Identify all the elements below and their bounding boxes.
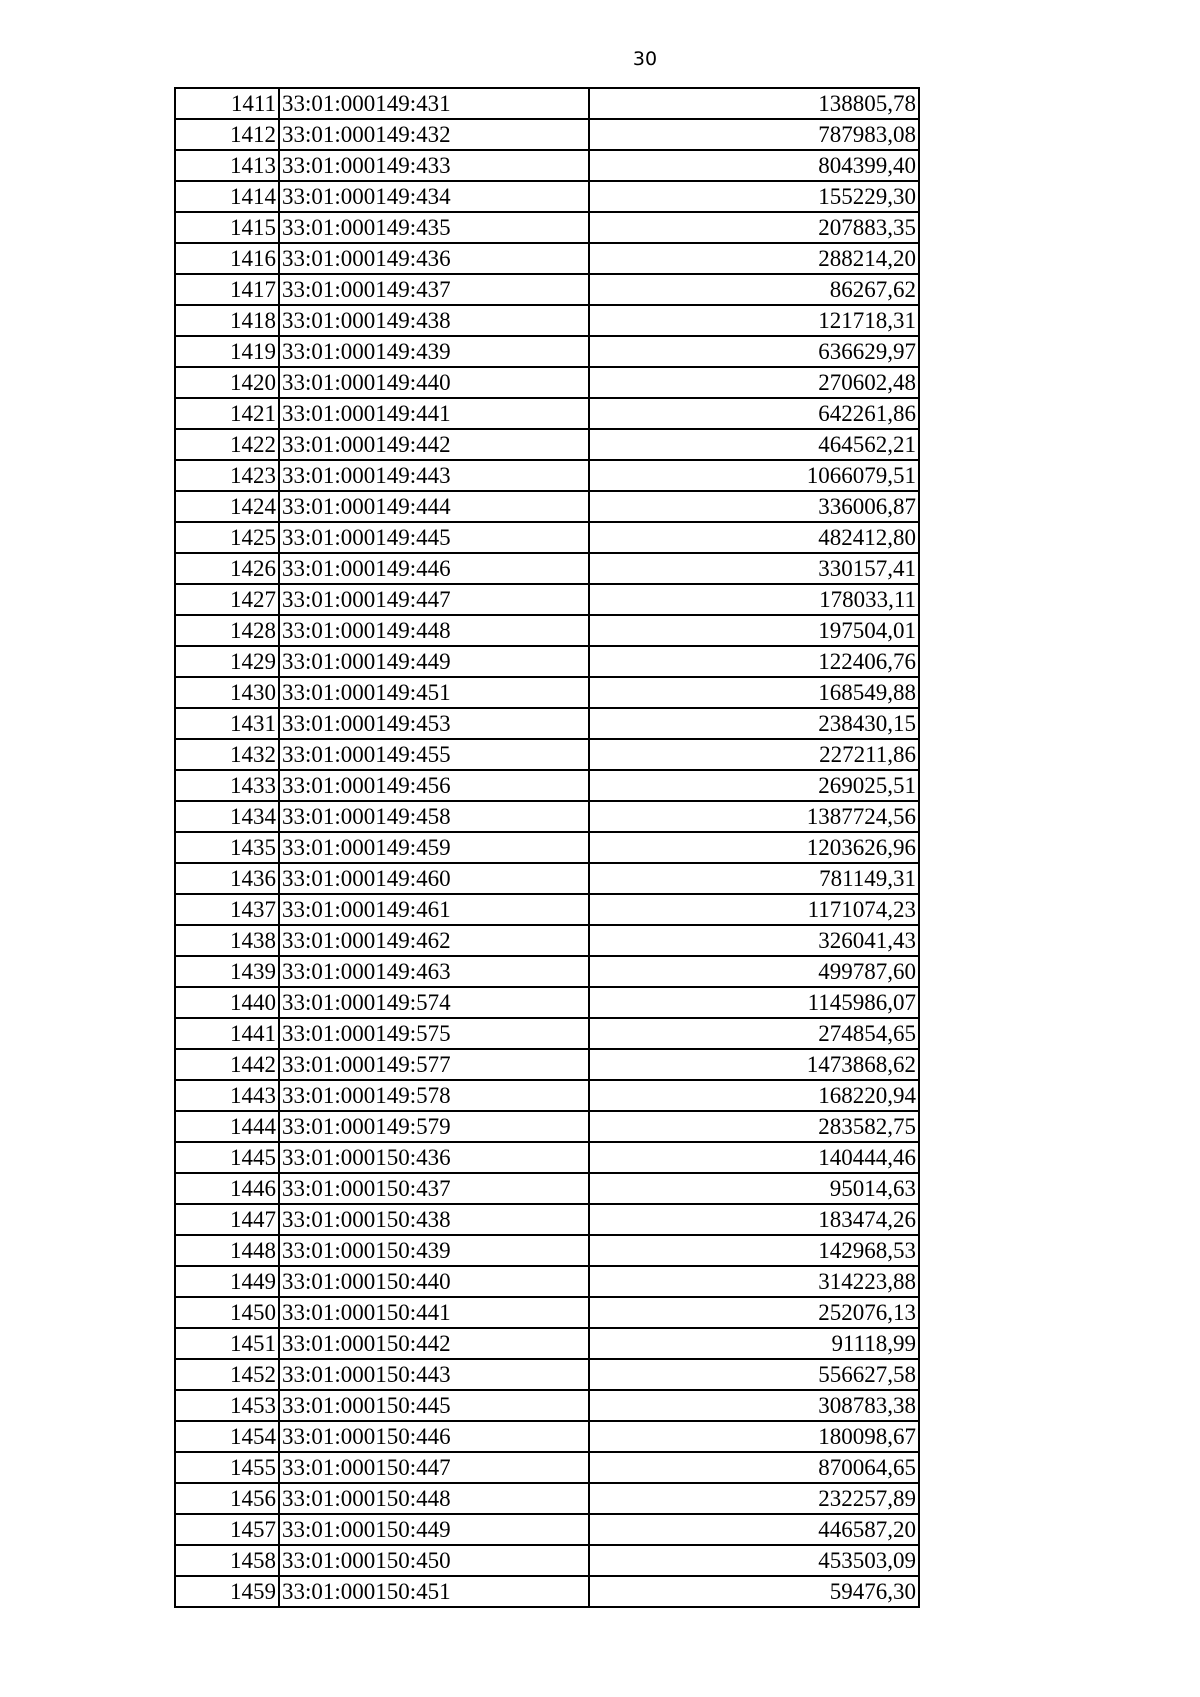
table-row	[175, 429, 919, 460]
cadastral-number: 33:01:000149:577	[279, 1049, 589, 1080]
table-row	[175, 305, 919, 336]
row-number: 1453	[175, 1390, 279, 1421]
table-row	[175, 119, 919, 150]
cadastral-number: 33:01:000150:441	[279, 1297, 589, 1328]
row-number: 1448	[175, 1235, 279, 1266]
row-number: 1422	[175, 429, 279, 460]
cadastral-number: 33:01:000150:437	[279, 1173, 589, 1204]
table-row	[175, 243, 919, 274]
table-row	[175, 1297, 919, 1328]
cadastral-value: 288214,20	[589, 243, 919, 274]
cadastral-number: 33:01:000149:431	[279, 88, 589, 119]
row-number: 1425	[175, 522, 279, 553]
cadastral-value: 95014,63	[589, 1173, 919, 1204]
cadastral-value: 183474,26	[589, 1204, 919, 1235]
cadastral-number: 33:01:000149:438	[279, 305, 589, 336]
table-row	[175, 1235, 919, 1266]
table-row	[175, 708, 919, 739]
cadastral-number: 33:01:000149:578	[279, 1080, 589, 1111]
table-row	[175, 1080, 919, 1111]
cadastral-value: 556627,58	[589, 1359, 919, 1390]
cadastral-value: 86267,62	[589, 274, 919, 305]
table-row	[175, 987, 919, 1018]
cadastral-number: 33:01:000149:455	[279, 739, 589, 770]
row-number: 1443	[175, 1080, 279, 1111]
cadastral-value-table	[174, 87, 920, 1608]
cadastral-number: 33:01:000150:445	[279, 1390, 589, 1421]
table-row	[175, 336, 919, 367]
row-number: 1413	[175, 150, 279, 181]
table-row	[175, 801, 919, 832]
table-row	[175, 584, 919, 615]
table-row	[175, 1514, 919, 1545]
cadastral-number: 33:01:000149:441	[279, 398, 589, 429]
cadastral-value: 155229,30	[589, 181, 919, 212]
row-number: 1442	[175, 1049, 279, 1080]
row-number: 1412	[175, 119, 279, 150]
table-row	[175, 739, 919, 770]
cadastral-number: 33:01:000149:575	[279, 1018, 589, 1049]
cadastral-number: 33:01:000149:437	[279, 274, 589, 305]
cadastral-number: 33:01:000149:447	[279, 584, 589, 615]
row-number: 1420	[175, 367, 279, 398]
cadastral-value: 326041,43	[589, 925, 919, 956]
cadastral-value: 1145986,07	[589, 987, 919, 1018]
cadastral-number: 33:01:000149:458	[279, 801, 589, 832]
row-number: 1451	[175, 1328, 279, 1359]
row-number: 1424	[175, 491, 279, 522]
row-number: 1456	[175, 1483, 279, 1514]
row-number: 1458	[175, 1545, 279, 1576]
cadastral-number: 33:01:000150:439	[279, 1235, 589, 1266]
cadastral-number: 33:01:000149:442	[279, 429, 589, 460]
table-row	[175, 1452, 919, 1483]
row-number: 1427	[175, 584, 279, 615]
cadastral-number: 33:01:000149:445	[279, 522, 589, 553]
cadastral-value: 252076,13	[589, 1297, 919, 1328]
cadastral-number: 33:01:000149:433	[279, 150, 589, 181]
table-row	[175, 1359, 919, 1390]
cadastral-value: 1066079,51	[589, 460, 919, 491]
cadastral-value: 274854,65	[589, 1018, 919, 1049]
cadastral-value: 180098,67	[589, 1421, 919, 1452]
cadastral-value: 121718,31	[589, 305, 919, 336]
table-row	[175, 925, 919, 956]
table-row	[175, 212, 919, 243]
cadastral-number: 33:01:000149:461	[279, 894, 589, 925]
table-row	[175, 367, 919, 398]
row-number: 1454	[175, 1421, 279, 1452]
row-number: 1414	[175, 181, 279, 212]
row-number: 1428	[175, 615, 279, 646]
cadastral-value: 59476,30	[589, 1576, 919, 1607]
row-number: 1418	[175, 305, 279, 336]
cadastral-number: 33:01:000150:443	[279, 1359, 589, 1390]
row-number: 1417	[175, 274, 279, 305]
row-number: 1459	[175, 1576, 279, 1607]
row-number: 1435	[175, 832, 279, 863]
cadastral-number: 33:01:000149:462	[279, 925, 589, 956]
row-number: 1457	[175, 1514, 279, 1545]
row-number: 1416	[175, 243, 279, 274]
cadastral-value: 227211,86	[589, 739, 919, 770]
cadastral-value: 781149,31	[589, 863, 919, 894]
table-row	[175, 894, 919, 925]
cadastral-value: 270602,48	[589, 367, 919, 398]
table-row	[175, 1328, 919, 1359]
cadastral-number: 33:01:000149:436	[279, 243, 589, 274]
row-number: 1440	[175, 987, 279, 1018]
cadastral-number: 33:01:000149:439	[279, 336, 589, 367]
cadastral-value: 91118,99	[589, 1328, 919, 1359]
row-number: 1434	[175, 801, 279, 832]
cadastral-value: 330157,41	[589, 553, 919, 584]
table-row	[175, 1142, 919, 1173]
row-number: 1447	[175, 1204, 279, 1235]
cadastral-value: 1171074,23	[589, 894, 919, 925]
cadastral-value: 804399,40	[589, 150, 919, 181]
cadastral-value: 232257,89	[589, 1483, 919, 1514]
row-number: 1419	[175, 336, 279, 367]
cadastral-number: 33:01:000149:444	[279, 491, 589, 522]
cadastral-value: 178033,11	[589, 584, 919, 615]
cadastral-number: 33:01:000149:456	[279, 770, 589, 801]
cadastral-number: 33:01:000149:449	[279, 646, 589, 677]
row-number: 1415	[175, 212, 279, 243]
cadastral-number: 33:01:000149:574	[279, 987, 589, 1018]
cadastral-number: 33:01:000149:463	[279, 956, 589, 987]
table-row	[175, 181, 919, 212]
cadastral-value: 482412,80	[589, 522, 919, 553]
cadastral-value: 453503,09	[589, 1545, 919, 1576]
cadastral-number: 33:01:000149:459	[279, 832, 589, 863]
table-row	[175, 677, 919, 708]
table-row	[175, 615, 919, 646]
cadastral-value: 122406,76	[589, 646, 919, 677]
row-number: 1445	[175, 1142, 279, 1173]
table-row	[175, 646, 919, 677]
cadastral-number: 33:01:000150:442	[279, 1328, 589, 1359]
cadastral-number: 33:01:000149:448	[279, 615, 589, 646]
table-row	[175, 150, 919, 181]
cadastral-number: 33:01:000149:432	[279, 119, 589, 150]
table-row	[175, 1390, 919, 1421]
row-number: 1452	[175, 1359, 279, 1390]
cadastral-value: 464562,21	[589, 429, 919, 460]
cadastral-number: 33:01:000150:450	[279, 1545, 589, 1576]
cadastral-number: 33:01:000149:451	[279, 677, 589, 708]
table-row	[175, 1421, 919, 1452]
cadastral-value: 207883,35	[589, 212, 919, 243]
table-row	[175, 770, 919, 801]
row-number: 1433	[175, 770, 279, 801]
cadastral-value: 238430,15	[589, 708, 919, 739]
row-number: 1423	[175, 460, 279, 491]
table-row	[175, 553, 919, 584]
cadastral-value: 308783,38	[589, 1390, 919, 1421]
cadastral-number: 33:01:000149:435	[279, 212, 589, 243]
cadastral-value: 446587,20	[589, 1514, 919, 1545]
row-number: 1455	[175, 1452, 279, 1483]
cadastral-value: 636629,97	[589, 336, 919, 367]
row-number: 1431	[175, 708, 279, 739]
cadastral-value: 168220,94	[589, 1080, 919, 1111]
row-number: 1429	[175, 646, 279, 677]
cadastral-value: 197504,01	[589, 615, 919, 646]
cadastral-number: 33:01:000150:447	[279, 1452, 589, 1483]
cadastral-value: 1203626,96	[589, 832, 919, 863]
cadastral-number: 33:01:000150:440	[279, 1266, 589, 1297]
cadastral-value: 168549,88	[589, 677, 919, 708]
row-number: 1437	[175, 894, 279, 925]
table-row	[175, 1483, 919, 1514]
cadastral-value: 314223,88	[589, 1266, 919, 1297]
table-row	[175, 863, 919, 894]
row-number: 1436	[175, 863, 279, 894]
table-row	[175, 398, 919, 429]
row-number: 1411	[175, 88, 279, 119]
cadastral-number: 33:01:000150:438	[279, 1204, 589, 1235]
table-row	[175, 1018, 919, 1049]
row-number: 1441	[175, 1018, 279, 1049]
cadastral-value: 787983,08	[589, 119, 919, 150]
cadastral-value: 138805,78	[589, 88, 919, 119]
cadastral-value: 642261,86	[589, 398, 919, 429]
row-number: 1421	[175, 398, 279, 429]
table-row	[175, 460, 919, 491]
cadastral-number: 33:01:000150:436	[279, 1142, 589, 1173]
table-row	[175, 1576, 919, 1607]
table-row	[175, 1173, 919, 1204]
cadastral-value: 336006,87	[589, 491, 919, 522]
cadastral-number: 33:01:000149:440	[279, 367, 589, 398]
row-number: 1430	[175, 677, 279, 708]
table-row	[175, 274, 919, 305]
cadastral-value: 140444,46	[589, 1142, 919, 1173]
row-number: 1449	[175, 1266, 279, 1297]
cadastral-number: 33:01:000150:446	[279, 1421, 589, 1452]
row-number: 1450	[175, 1297, 279, 1328]
cadastral-value: 269025,51	[589, 770, 919, 801]
cadastral-value: 142968,53	[589, 1235, 919, 1266]
cadastral-value: 283582,75	[589, 1111, 919, 1142]
row-number: 1432	[175, 739, 279, 770]
cadastral-value: 1473868,62	[589, 1049, 919, 1080]
table-row	[175, 522, 919, 553]
table-row	[175, 1266, 919, 1297]
row-number: 1426	[175, 553, 279, 584]
table-row	[175, 832, 919, 863]
row-number: 1446	[175, 1173, 279, 1204]
cadastral-number: 33:01:000149:460	[279, 863, 589, 894]
cadastral-number: 33:01:000150:451	[279, 1576, 589, 1607]
table-row	[175, 1111, 919, 1142]
table-row	[175, 1204, 919, 1235]
cadastral-value: 1387724,56	[589, 801, 919, 832]
cadastral-number: 33:01:000150:448	[279, 1483, 589, 1514]
page-number: 30	[632, 48, 658, 70]
cadastral-number: 33:01:000149:453	[279, 708, 589, 739]
row-number: 1438	[175, 925, 279, 956]
table-row	[175, 88, 919, 119]
table-row	[175, 491, 919, 522]
row-number: 1444	[175, 1111, 279, 1142]
table-body	[175, 88, 919, 1607]
table-row	[175, 1049, 919, 1080]
cadastral-number: 33:01:000150:449	[279, 1514, 589, 1545]
table-row	[175, 956, 919, 987]
cadastral-value: 870064,65	[589, 1452, 919, 1483]
cadastral-number: 33:01:000149:446	[279, 553, 589, 584]
cadastral-value: 499787,60	[589, 956, 919, 987]
cadastral-number: 33:01:000149:579	[279, 1111, 589, 1142]
row-number: 1439	[175, 956, 279, 987]
table-row	[175, 1545, 919, 1576]
cadastral-number: 33:01:000149:434	[279, 181, 589, 212]
cadastral-number: 33:01:000149:443	[279, 460, 589, 491]
